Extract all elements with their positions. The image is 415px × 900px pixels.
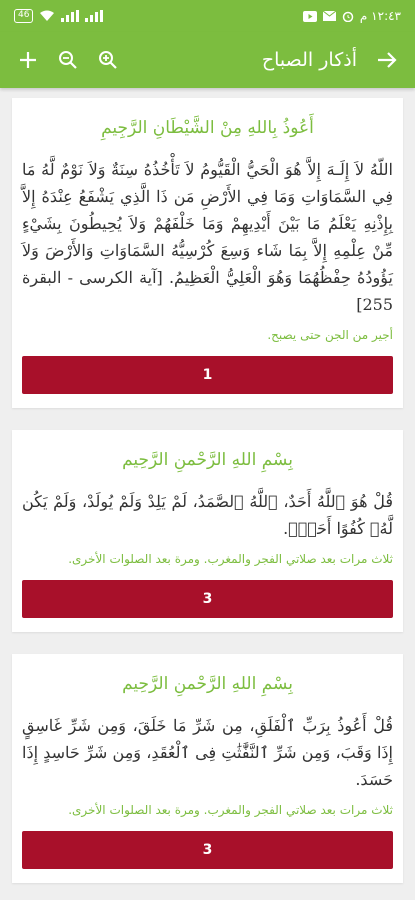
status-right [303,9,401,23]
dhikr-heading: أَعُوذُ بِاللهِ مِنْ الشَّيْطَانِ الرَّجِيمِ [101,118,314,138]
plus-icon [19,51,37,69]
dhikr-text: قُلْ أَعُوذُ بِرَبِّ ٱلْفَلَقِ، مِن شَرِّ مَا خَلَقَ، وَمِن شَرِّ غَاسِقٍ إِذَا وَقَبَ، وَمِن شَرِّ ٱلنَّفَّٰثَٰتِ فِى ٱلْعُقَدِ، وَمِن شَرِّ حَاسِدٍ إِذَا حَسَدَ. [22,716,393,789]
dhikr-note: ثلاث مرات بعد صلاتي الفجر والمغرب. ومرة بعد الصلوات الأخرى. [68,552,393,566]
dhikr-list [0,88,415,883]
page-title: أذكار الصباح [261,49,357,71]
dhikr-card [12,430,403,632]
status-bar [0,0,415,32]
dhikr-text: اللّهُ لاَ إِلَـهَ إِلاَّ هُوَ الْحَيُّ الْقَيُّومُ لاَ تَأْخُذُهُ سِنَةٌ وَلاَ نَوْمٌ لَّهُ مَا فِي السَّمَاوَاتِ وَمَا فِي الأَرْضِ مَن ذَا الَّذِي يَشْفَعُ عِنْدَهُ إِلاَّ بِإِذْنِهِ يَعْلَمُ مَا بَيْنَ أَيْدِيهِمْ وَمَا خَلْفَهُمْ وَلاَ يُحِيطُونَ بِشَيْءٍ مِّنْ عِلْمِهِ إِلاَّ بِمَا شَاء وَسِعَ كُرْسِيُّهُ السَّمَاوَاتِ وَالأَرْضَ وَلاَ يَؤُودُهُ حِفْظُهُمَا وَهُوَ الْعَلِيُّ الْعَظِيمُ. [آية الكرسى - البقرة 255] [22,160,393,314]
app-bar [0,32,415,88]
dhikr-card [12,98,403,408]
signal-icon-2 [85,10,103,22]
add-button[interactable] [8,40,48,80]
alarm-icon [342,10,354,22]
dhikr-heading: بِسْمِ اللهِ الرَّحْمنِ الرَّحِيم [122,450,293,470]
dhikr-heading: بِسْمِ اللهِ الرَّحْمنِ الرَّحِيم [122,674,293,694]
battery-icon: 46 [14,9,33,23]
zoom-in-button[interactable] [88,40,128,80]
youtube-icon [303,11,317,22]
wifi-icon [39,10,55,22]
dhikr-card [12,654,403,883]
dhikr-note: أجير من الجن حتى يصبح. [267,328,393,342]
zoom-in-icon [98,50,118,70]
dhikr-text: قُلْ هُوَ ٱللَّهُ أَحَدٌ، ٱللَّهُ ٱلصَّمَدُ، لَمْ يَلِدْ وَلَمْ يُولَدْ، وَلَمْ يَكُن لَّهُۥ كُفُوًا أَحَدٌۢ. [22,492,393,538]
mail-icon [323,11,336,21]
zoom-out-button[interactable] [48,40,88,80]
signal-icon [61,10,79,22]
counter-button[interactable]: 1 [22,356,393,394]
zoom-out-icon [58,50,78,70]
dhikr-note: ثلاث مرات بعد صلاتي الفجر والمغرب. ومرة بعد الصلوات الأخرى. [68,803,393,817]
status-time: ١٢:٤٣ م [359,9,401,23]
counter-button[interactable]: 3 [22,831,393,869]
status-left [14,9,103,23]
back-button[interactable] [367,40,407,80]
arrow-right-icon [377,51,397,69]
counter-button[interactable]: 3 [22,580,393,618]
